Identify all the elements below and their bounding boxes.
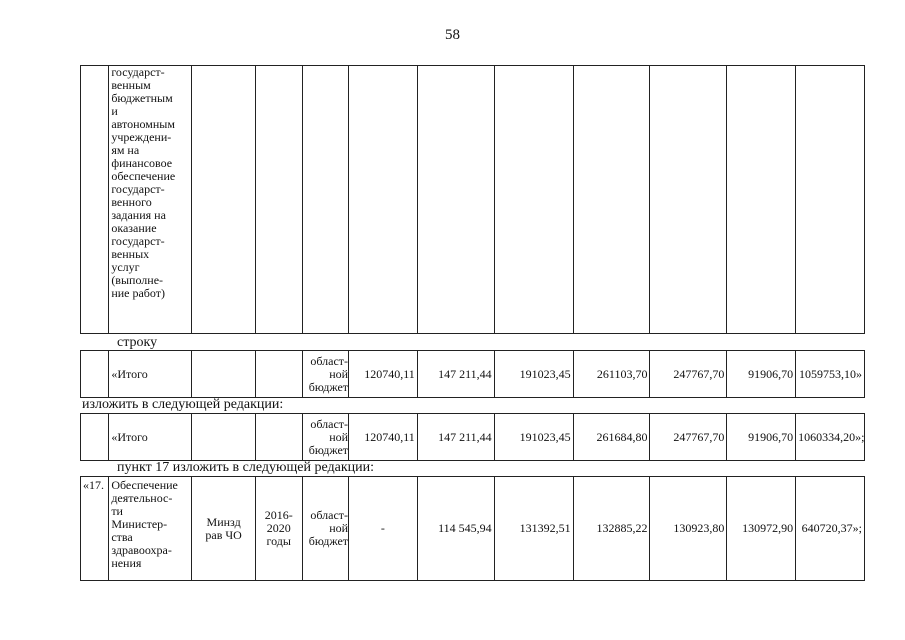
value-cell: 131392,51 xyxy=(494,477,573,581)
value-cell: 147 211,44 xyxy=(417,351,494,398)
value-cell: 114 545,94 xyxy=(417,477,494,581)
item-number: «17. xyxy=(81,477,109,581)
executor-cell: Минзд рав ЧО xyxy=(192,477,256,581)
itogo-new-table xyxy=(80,413,865,461)
value-cell: 261684,80 xyxy=(573,414,650,461)
item17-table xyxy=(80,476,865,581)
itogo-label: «Итого xyxy=(109,351,192,398)
funding-source: област- ной бюджет xyxy=(302,414,349,461)
item-name: Обеспечение деятельнос- ти Министер- ства здравоохра- нения xyxy=(109,477,192,581)
value-cell: 120740,11 xyxy=(349,414,418,461)
total-cell: 1060334,20»; xyxy=(796,414,865,461)
funding-source: област- ной бюджет xyxy=(302,477,349,581)
total-cell: 1059753,10» xyxy=(796,351,865,398)
value-cell: - xyxy=(349,477,418,581)
value-cell: 191023,45 xyxy=(494,414,573,461)
instruction-stroku: строку xyxy=(117,335,158,350)
value-cell: 91906,70 xyxy=(727,351,796,398)
col-num-cell xyxy=(81,66,109,334)
value-cell: 120740,11 xyxy=(349,351,418,398)
value-cell: 247767,70 xyxy=(650,351,727,398)
itogo-old-table xyxy=(80,350,865,398)
continuation-table xyxy=(80,65,865,334)
recipient-description: государст- венным бюджетным и автономным учреждени- ям на финансовое обеспечение государст- венного задания на оказание государст- венных услуг (выполне- ние работ) xyxy=(109,66,192,334)
instruction-punkt17: пункт 17 изложить в следующей редакции: xyxy=(117,460,374,475)
value-cell: 247767,70 xyxy=(650,414,727,461)
total-cell: 640720,37»; xyxy=(796,477,865,581)
value-cell: 91906,70 xyxy=(727,414,796,461)
value-cell: 191023,45 xyxy=(494,351,573,398)
itogo-label: «Итого xyxy=(109,414,192,461)
value-cell: 132885,22 xyxy=(573,477,650,581)
page-number: 58 xyxy=(445,27,460,43)
funding-source: област- ной бюджет xyxy=(302,351,349,398)
value-cell: 147 211,44 xyxy=(417,414,494,461)
value-cell: 261103,70 xyxy=(573,351,650,398)
value-cell: 130972,90 xyxy=(727,477,796,581)
instruction-izlozhit: изложить в следующей редакции: xyxy=(82,397,284,412)
value-cell: 130923,80 xyxy=(650,477,727,581)
period-cell: 2016- 2020 годы xyxy=(255,477,302,581)
